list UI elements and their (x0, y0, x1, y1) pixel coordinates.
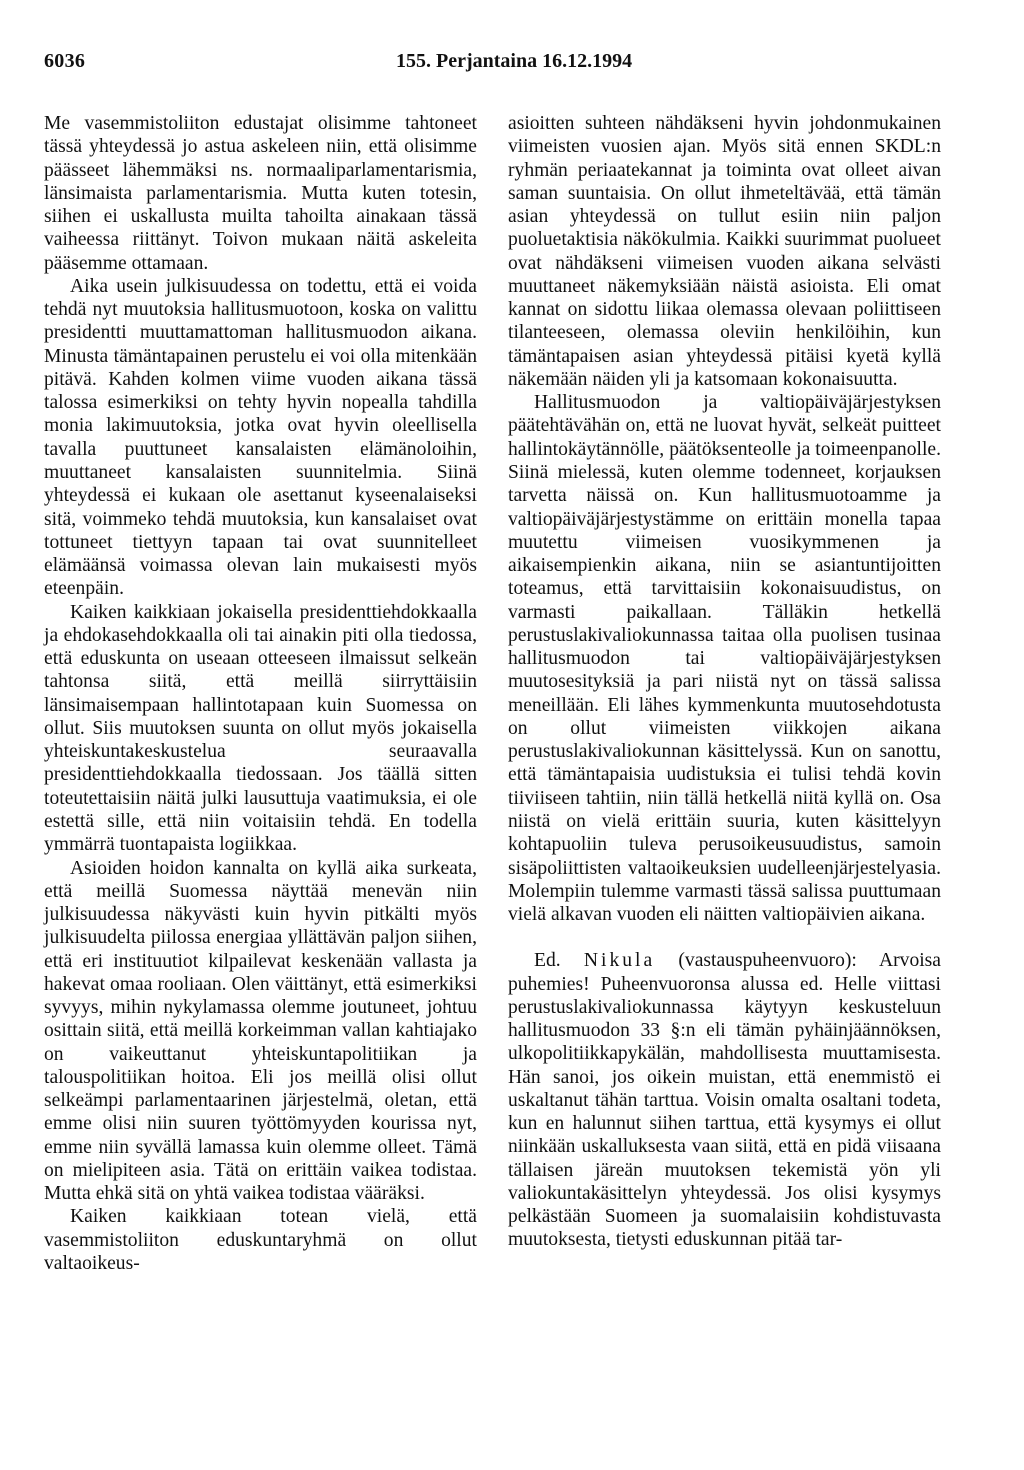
right-column (508, 112, 941, 1252)
paragraph: Asioiden hoidon kannalta on kyllä aika surkeata, että meillä Suomessa näyttää menevän niin julkisuudessa näkyvästi kuin hyvin pitkälti myös julkisuudelta piilossa energiaa yllättävän paljon siihen, että eri instituutiot kilpailevat keskenään vallasta ja hakevat omaa rooliaan. Olen väittänyt, että esimerkiksi syvyys, mihin nykylamassa olemme joutuneet, johtuu osittain siitä, että meillä korkeimman vallan kahtiajako on vaikeuttanut yhteiskuntapolitiikan ja talouspolitiikan hoitoa. Eli jos meillä olisi ollut selkeämpi parlamentaarinen järjestelmä, oletan, että emme olisi niin suuren työttömyyden kourissa nyt, emme niin syvällä lamassa kuin olemme olleet. Tämä on mielipiteen asia. Tätä on erittäin vaikea todistaa. Mutta ehkä sitä on yhtä vaikea todistaa vääräksi. (44, 857, 477, 1205)
page-number: 6036 (44, 50, 86, 72)
speaker-role: (vastauspuheenvuoro): (655, 950, 879, 972)
paragraph: asioitten suhteen nähdäkseni hyvin johdonmukainen viimeisten vuosien ajan. Myös sitä ennen SKDL:n ryhmän periaatekannat ja toiminta ovat olleet aivan saman suuntaisia. On ollut ihmeteltävää, että tämän asian yhteydessä on tullut esiin niin paljon puoluetaktisia näkökulmia. Kaikki suurimmat puolueet ovat nähdäkseni viimeisen vuoden aikana selvästi muuttaneet näkemyksiään näistä asioista. Eli omat kannat on sidottu liikaa olemassa olevaan poliittiseen tilanteeseen, olemassa oleviin henkilöihin, kun tämäntapaisen asian yhteydessä pitäisi kyetä kyllä näkemään näiden yli ja katsomaan kokonaisuutta. (508, 113, 941, 390)
speech-text: Arvoisa puhemies! Puheenvuoronsa alussa ed. Helle viittasi perustuslakivaliokunnassa käytyyn keskusteluun hallitusmuodon 33 §:n eli tämän pyhäinjäännöksen, ulkopolitiikkapykälän, mahdollisesta muuttamisesta. Hän sanoi, jos oikein muistan, että enemmistö ei uskaltanut tähän tarttua. Voisin omalta osaltani todeta, kun en halunnut siihen tarttua, että kysymys ei ollut niinkään uskalluksesta vaan siitä, että en pidä viisaana tällaisen järeän muutoksen tekemistä yön yli valiokuntakäsittelyn yhteydessä. Jos olisi kysymys pelkästään Suomeen ja suomalaisiin kohdistuvasta muutoksesta, tietysti eduskunnan pitää tar- (508, 950, 942, 1251)
paragraph: Kaiken kaikkiaan totean vielä, että vasemmistoliiton eduskuntaryhmä on ollut valtaoikeus- (44, 1206, 477, 1275)
paragraph: Aika usein julkisuudessa on todettu, että ei voida tehdä nyt muutoksia hallitusmuotoon, koska on valittu presidentti muuttamattoman hallitusmuodon aikana. Minusta tämäntapainen perustelu ei voi olla mitenkään pitävä. Kahden kolmen viime vuoden aikana tässä talossa esimerkiksi on tehty hyvin nopealla tahdilla monia lakimuutoksia, jotka ovat hyvin oleellisella tavalla puuttuneet kansalaisten elämänoloihin, muuttaneet kansalaisten suunnitelmia. Siinä yhteydessä ei kukaan ole asettanut kyseenalaiseksi sitä, voimmeko tehdä muutoksia, kun kansalaiset ovat tottuneet tiettyyn tapaan tai ovat suunnitelleet elämäänsä voimassa olevan lain mukaisesti myös eteenpäin. (44, 275, 477, 600)
speech-paragraph (508, 949, 941, 1251)
paragraph: Hallitusmuodon ja valtiopäiväjärjestyksen päätehtävähän on, että ne luovat hyvät, selkeät puitteet hallintokäytännölle, päätöksenteolle ja toimeenpanolle. Siinä mielessä, kuten olemme todenneet, korjauksen tarvetta näissä on. Kun hallitusmuotoamme ja valtiopäiväjärjestystämme on erittäin monella tapaa muutettu viimeisen vuosikymmenen ja aikaisempienkin aikana, niin se asiantuntijoitten toteamus, että tarvittaisiin kokonaisuudistus, on varmasti paikallaan. Tälläkin hetkellä perustuslakivaliokunnassa taitaa olla puolisen tusinaa hallitusmuodon tai valtiopäiväjärjestyksen muutosesityksiä ja pari niistä nyt on tässä salissa meneillään. Eli lähes kymmenkunta muutosehdotusta on ollut viimeisten viikkojen aikana perustuslakivaliokunnan käsittelyssä. Kun on sanottu, että tämäntapaisia uudistuksia ei tulisi tehdä kovin tiiviiseen tahtiin, niin tällä hetkellä niitä kyllä on. Osa niistä on vielä erittäin suuria, kuten käsittelyyn kohtapuoliin tuleva perusoikeusuudistus, samoin sisäpoliittisten valtaoikeuksien uudelleenjärjestelyasia. Molempiin tulemme varmasti tässä salissa puuttumaan vielä alkavan vuoden eli näitten valtiopäivien aikana. (508, 392, 941, 926)
left-column (44, 112, 477, 1275)
paragraph: Kaiken kaikkiaan jokaisella presidenttiehdokkaalla ja ehdokasehdokkaalla oli tai ainakin piti olla tiedossa, että eduskunta on useaan otteeseen ilmaissut selkeän tahtonsa siitä, että meillä siirryttäisiin länsimaisempaan hallintotapaan kuin Suomessa on ollut. Siis muutoksen suunta on ollut myös jokaisella yhteiskuntakeskustelua seuraavalla presidenttiehdokkaalla tiedossaan. Jos täällä sitten toteutettaisiin näitä julki lausuttuja vaatimuksia, ei ole estettä sille, että niin voitaisiin tehdä. En todella ymmärrä tuontapaista logiikkaa. (44, 601, 477, 856)
speech-prefix: Ed. (534, 950, 584, 972)
running-head: 155. Perjantaina 16.12.1994 (396, 50, 633, 72)
paragraph: Me vasemmistoliiton edustajat olisimme tahtoneet tässä yhteydessä jo astua askeleen niin, että olisimme päässeet lähemmäksi ns. normaaliparlamentarismia, länsimaista parlamentarismia. Mutta kuten totesin, siihen ei uskallusta muilta tahoilta ainakaan tässä vaiheessa riittänyt. Toivon mukaan näitä askeleita pääsemme ottamaan. (44, 113, 477, 274)
speaker-name: Nikula (583, 950, 656, 972)
